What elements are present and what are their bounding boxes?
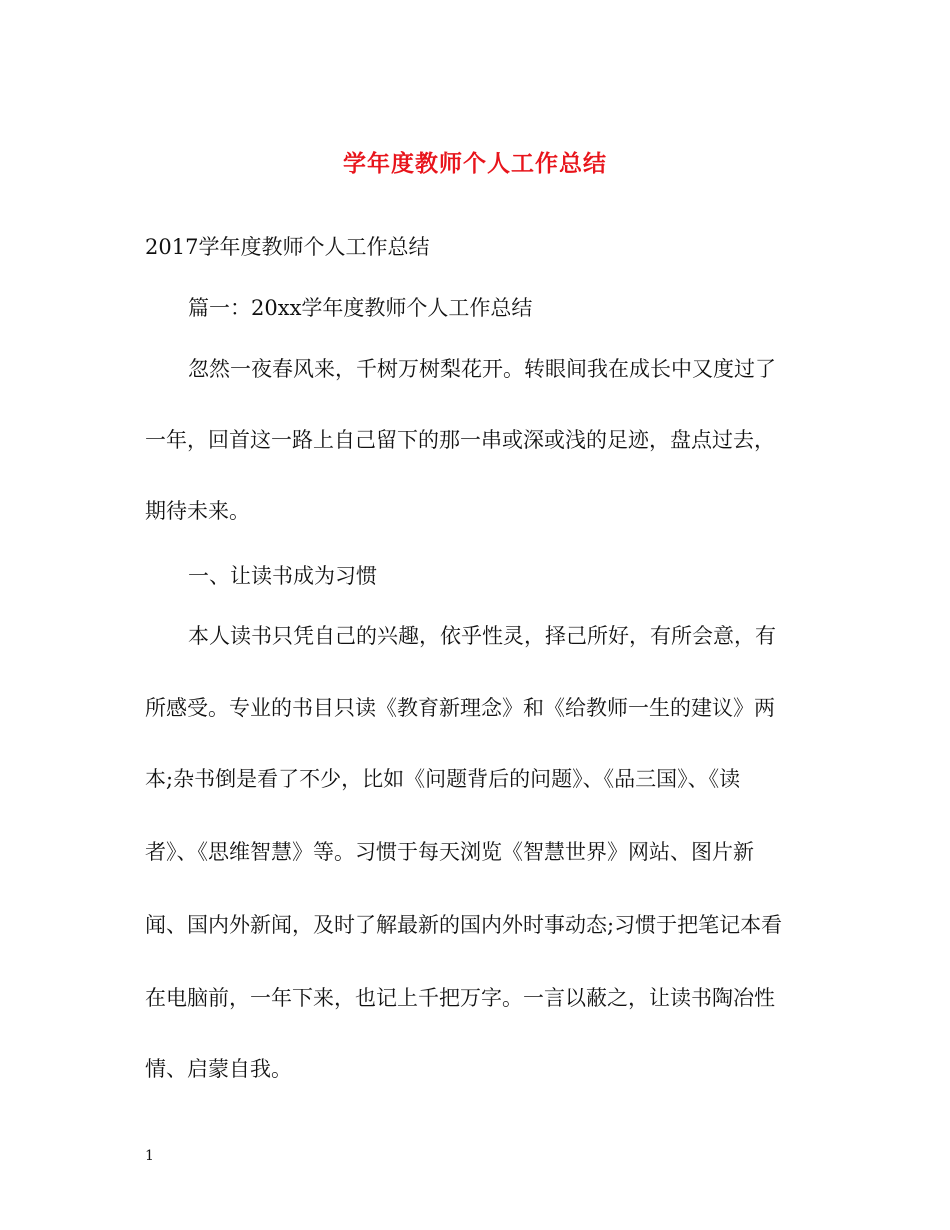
section-heading: 一、让读书成为习惯 [188, 564, 377, 588]
document-title: 学年度教师个人工作总结 [343, 150, 607, 177]
paragraph-line: 期待未来。 [145, 499, 250, 523]
article-heading: 篇一：20xx学年度教师个人工作总结 [188, 296, 533, 320]
paragraph-line: 者》、《思维智慧》等。习惯于每天浏览《智慧世界》网站、图片新 [145, 840, 754, 864]
page-number: 1 [145, 1148, 154, 1164]
paragraph-line: 所感受。专业的书目只读《教育新理念》和《给教师一生的建议》两 [145, 696, 775, 720]
paragraph-line: 本;杂书倒是看了不少，比如《问题背后的问题》、《品三国》、《读 [145, 767, 741, 791]
subtitle: 2017学年度教师个人工作总结 [145, 235, 430, 259]
paragraph-line: 在电脑前，一年下来，也记上千把万字。一言以蔽之，让读书陶冶性 [145, 986, 775, 1010]
paragraph-line: 忽然一夜春风来，千树万树梨花开。转眼间我在成长中又度过了 [188, 357, 776, 381]
paragraph-line: 情、启蒙自我。 [145, 1057, 292, 1081]
paragraph-line: 闻、国内外新闻，及时了解最新的国内外时事动态;习惯于把笔记本看 [145, 913, 783, 937]
paragraph-line: 本人读书只凭自己的兴趣，依乎性灵，择己所好，有所会意，有 [188, 624, 776, 648]
paragraph-line: 一年，回首这一路上自己留下的那一串或深或浅的足迹，盘点过去， [145, 428, 775, 452]
